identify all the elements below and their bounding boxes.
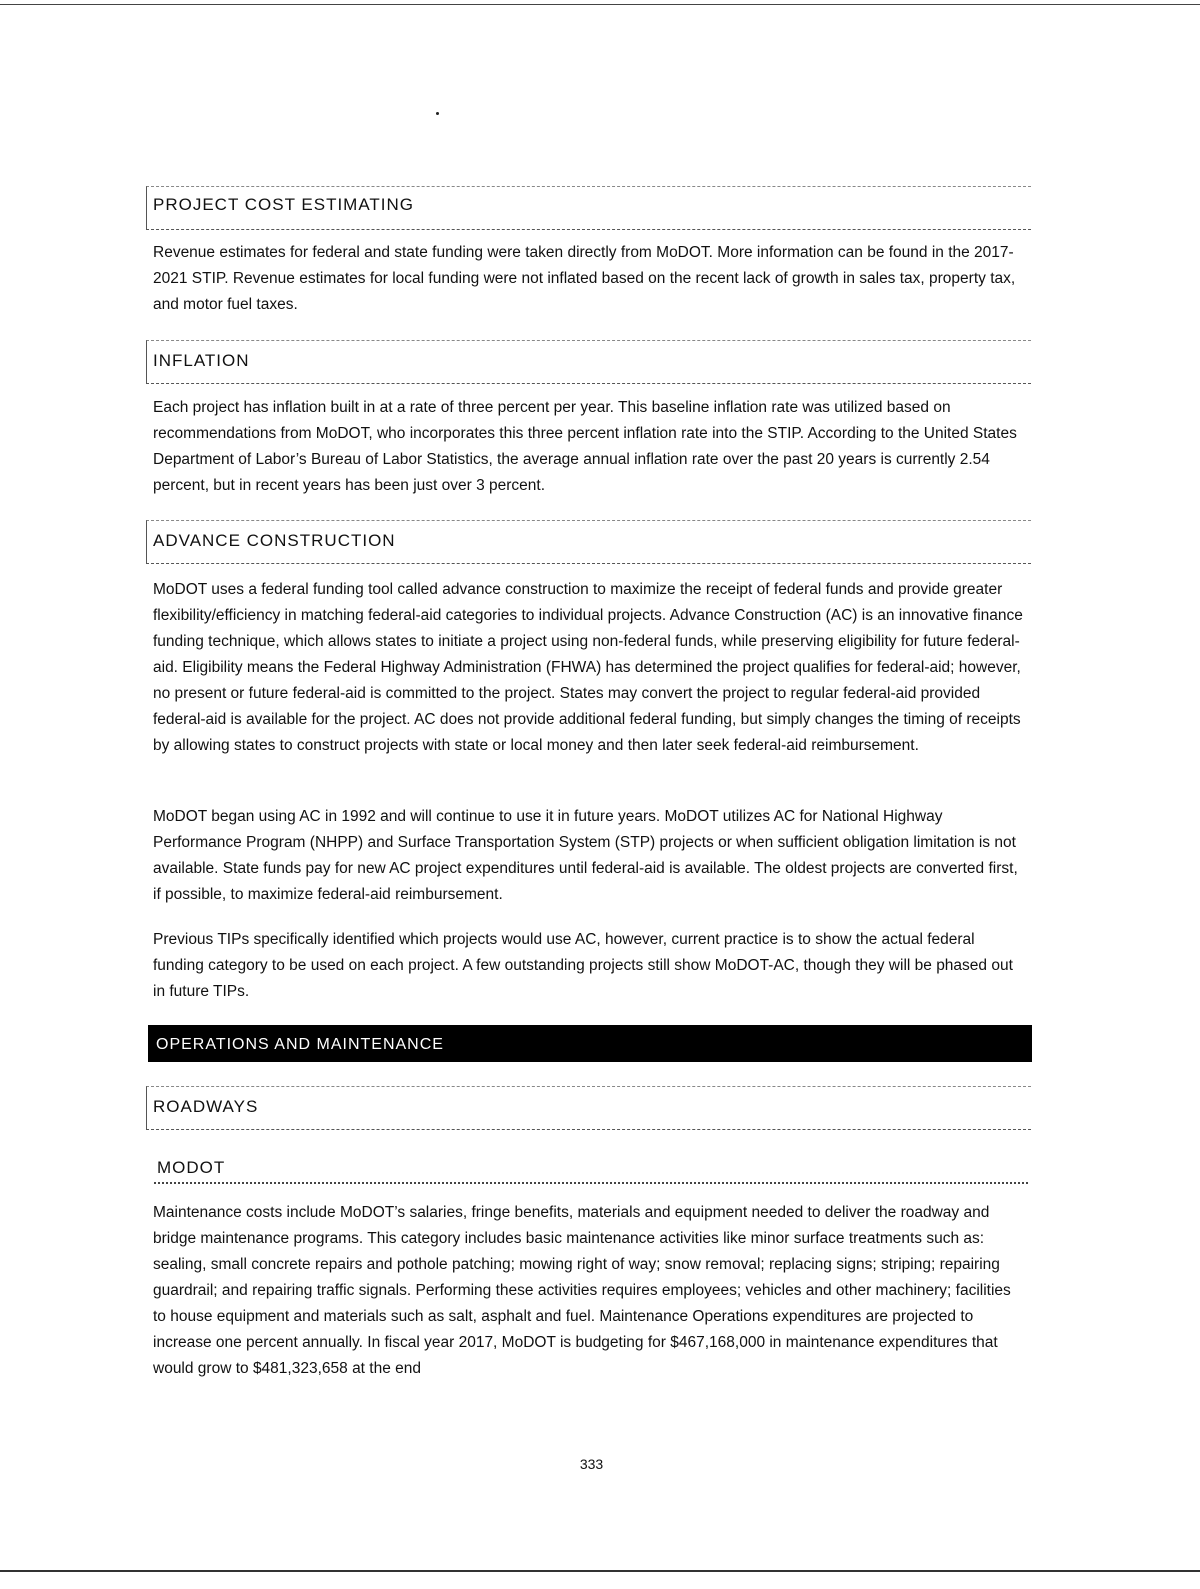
section-header-roadways: [146, 1086, 1031, 1130]
operations-maintenance-banner: [148, 1025, 1032, 1062]
dotted-divider: [154, 1182, 1028, 1184]
section-header-inflation: [146, 340, 1031, 384]
banner-heading: OPERATIONS AND MAINTENANCE: [156, 1036, 444, 1053]
section-heading: ROADWAYS: [153, 1097, 259, 1116]
page-number: 333: [579, 1456, 604, 1472]
paragraph-inflation: Each project has inflation built in at a rate of three percent per year. This baseline inflation rate was utilized based on recommendations from MoDOT, who incorporates this three percent inflation rate into the STIP. According to the United States Department of Labor’s Bureau of Labor Statistics, the average annual inflation rate over the past 20 years is currently 2.54 percent, but in recent years has been just over 3 percent.: [153, 399, 1017, 494]
section-header-project-cost: [146, 186, 1031, 230]
section-header-advance-construction: [146, 520, 1031, 564]
section-heading: PROJECT COST ESTIMATING: [153, 195, 415, 214]
paragraph-advance-construction-1: MoDOT uses a federal funding tool called advance construction to maximize the receipt of federal funds and provide greater flexibility/efficiency in matching federal-aid categories to individual projects. Advance Construction (AC) is an innovative finance funding technique, which allows states to initiate a project using non-federal funds, while preserving eligibility for future federal-aid. Eligibility means the Federal Highway Administration (FHWA) has determined the project qualifies for federal-aid; however, no present or future federal-aid is committed to the project. States may convert the project to regular federal-aid provided federal-aid is available for the project. AC does not provide additional federal funding, but simply changes the timing of receipts by allowing states to construct projects with state or local money and then later seek federal-aid reimbursement.: [153, 581, 1023, 754]
scan-speck: [436, 112, 439, 115]
scan-edge-bottom: [0, 1570, 1200, 1572]
modot-subheading: MODOT: [157, 1158, 226, 1177]
paragraph-advance-construction-2: MoDOT began using AC in 1992 and will continue to use it in future years. MoDOT utilizes AC for National Highway Performance Program (NHPP) and Surface Transportation System (STP) projects or when sufficient obligation limitation is not available. State funds pay for new AC project expenditures until federal-aid is available. The oldest projects are converted first, if possible, to maximize federal-aid reimbursement.: [153, 808, 1018, 903]
paragraph-advance-construction-3: Previous TIPs specifically identified which projects would use AC, however, current practice is to show the actual federal funding category to be used on each project. A few outstanding projects still show MoDOT-AC, though they will be phased out in future TIPs.: [153, 931, 1013, 1000]
section-heading: INFLATION: [153, 351, 250, 370]
paragraph-modot-maintenance: Maintenance costs include MoDOT’s salaries, fringe benefits, materials and equipment needed to deliver the roadway and bridge maintenance programs. This category includes basic maintenance activities like minor surface treatments such as: sealing, small concrete repairs and pothole patching; mowing right of way; snow removal; replacing signs; striping; repairing guardrail; and repairing traffic signals. Performing these activities requires employees; vehicles and other machinery; facilities to house equipment and materials such as salt, asphalt and fuel. Maintenance Operations expenditures are projected to increase one percent annually. In fiscal year 2017, MoDOT is budgeting for $467,168,000 in maintenance expenditures that would grow to $481,323,658 at the end: [153, 1204, 1011, 1377]
scan-edge-top: [0, 4, 1200, 5]
section-heading: ADVANCE CONSTRUCTION: [153, 531, 396, 550]
paragraph-project-cost: Revenue estimates for federal and state funding were taken directly from MoDOT. More information can be found in the 2017-2021 STIP. Revenue estimates for local funding were not inflated based on the recent lack of growth in sales tax, property tax, and motor fuel taxes.: [153, 244, 1016, 313]
